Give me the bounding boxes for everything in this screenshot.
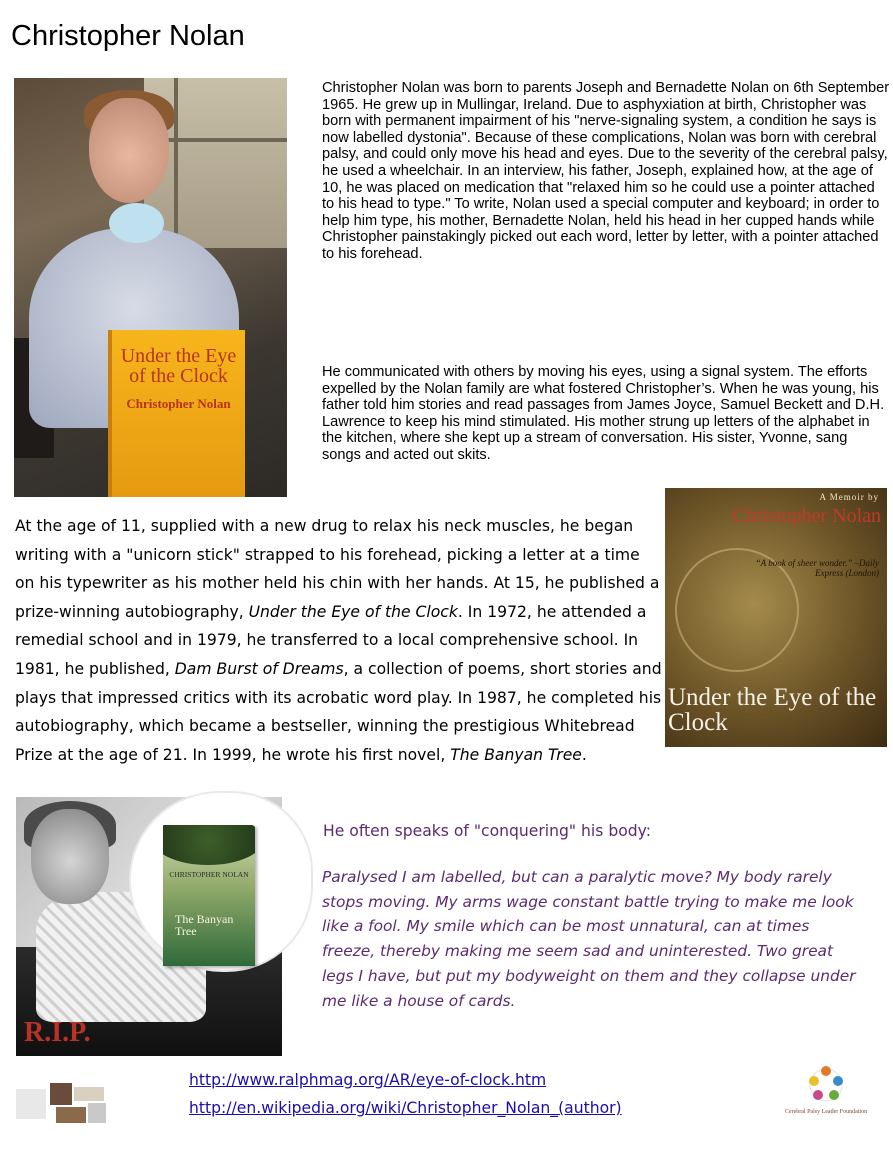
book-title-italic-3: The Banyan Tree bbox=[450, 745, 582, 764]
cpl-foundation-logo bbox=[784, 1061, 868, 1127]
face bbox=[31, 809, 109, 904]
link-wikipedia[interactable]: http://en.wikipedia.org/wiki/Christopher_Nolan_(author) bbox=[189, 1099, 622, 1117]
cover-quote: “A book of sheer wonder.” –Daily Express (London) bbox=[755, 558, 879, 578]
book-title: Under the Eye of the Clock bbox=[120, 345, 237, 387]
memoir-label: A Memoir by bbox=[819, 492, 879, 502]
book-title-italic-2: Dam Burst of Dreams bbox=[174, 659, 344, 678]
tree-leaves-image bbox=[163, 825, 255, 865]
link-ralphmag[interactable]: http://www.ralphmag.org/AR/eye-of-clock.htm bbox=[189, 1071, 547, 1089]
rip-text: R.I.P. bbox=[24, 1017, 91, 1048]
book-cover-banyan-tree bbox=[163, 825, 255, 966]
bio-paragraph-1: Christopher Nolan was born to parents Joseph and Bernadette Nolan on 6th September 1965. He grew up in Mullingar, Ireland. Due to asphyxiation at birth, Christopher was born with permanent impairment of his "nerve-signaling system, a condition he says is now labelled dystonia". Because of these complications, Nolan was born with cerebral palsy, and could only move his head and eyes. Due to the severity of the cerebral palsy, he used a wheelchair. In an interview, his father, Joseph, explained how, at the age of 10, he was placed on medication that "relaxed him so he could use a pointer attached to his head to type." To write, Nolan used a special computer and keyboard; in order to help him type, his mother, Bernadette Nolan, held his head in her cupped hands while Christopher painstakingly picked out each word, letter by letter, with a pointer attached to his forehead. bbox=[322, 80, 890, 262]
cover-author: Christopher Nolan bbox=[732, 505, 881, 527]
cover-title: The Banyan Tree bbox=[175, 912, 234, 938]
cover-title: Under the Eye of the Clock bbox=[668, 684, 877, 736]
logo-caption: Cerebral Palsy Leader Foundation bbox=[784, 1109, 868, 1115]
quote-body: Paralysed I am labelled, but can a paralytic move? My body rarely stops moving. My arms wage constant battle trying to make me look like a fool. My smile which can be most unnatural, can at times freeze, thereby making me seem sad and uninterested. Two great legs I have, but put my bodyweight on them and they collapse under me like a house of cards. bbox=[322, 868, 856, 1010]
logo-icon bbox=[790, 1061, 862, 1109]
page-title: Christopher Nolan bbox=[11, 20, 245, 52]
face bbox=[89, 98, 169, 203]
quote-intro: He often speaks of "conquering" his body: bbox=[323, 822, 652, 840]
book-cover-under-the-eye-of-the-clock bbox=[112, 330, 245, 497]
book-cover-memoir bbox=[665, 488, 887, 747]
collar bbox=[109, 203, 164, 243]
photo-nolan-with-book bbox=[14, 78, 287, 497]
bio-text-4: . bbox=[581, 745, 587, 764]
bio-text-3: , a collection of poems, short stories and plays that impressed critics with its acrobatic word play. In 1987, he completed his autobiography, which became a bestseller, winning the prestigious Whitebread Prize at the age of 21. In 1999, he wrote his first novel, bbox=[15, 659, 662, 764]
book-author: Christopher Nolan bbox=[126, 396, 231, 411]
bio-paragraph-2: He communicated with others by moving his eyes, using a signal system. The efforts expelled by the Nolan family are what fostered Christopher’s. When he was young, his father told him stories and read passages from James Joyce, Samuel Beckett and D.H. Lawrence to keep his mind stimulated. His mother strung up letters of the alphabet in the kitchen, where she kept up a stream of conversation. His sister, Yvonne, sang songs and acted out skits. bbox=[322, 364, 885, 463]
bio-text-1: At the age of 11, supplied with a new drug to relax his neck muscles, he began writing with a "unicorn stick" strapped to his forehead, picking a letter at a time on his typewriter as his mother held his chin with her hands. At 15, he published a prize-winning autobiography, bbox=[15, 517, 660, 621]
bio-paragraph-3 bbox=[15, 512, 663, 769]
bio-text-2: . In 1972, he attended a remedial school and in 1979, he transferred to a local comprehensive school. In 1981, he published, bbox=[15, 602, 647, 678]
cover-author: CHRISTOPHER NOLAN bbox=[169, 870, 249, 879]
book-title-italic-1: Under the Eye of the Clock bbox=[248, 602, 458, 621]
thumbnail-collage bbox=[16, 1081, 108, 1127]
